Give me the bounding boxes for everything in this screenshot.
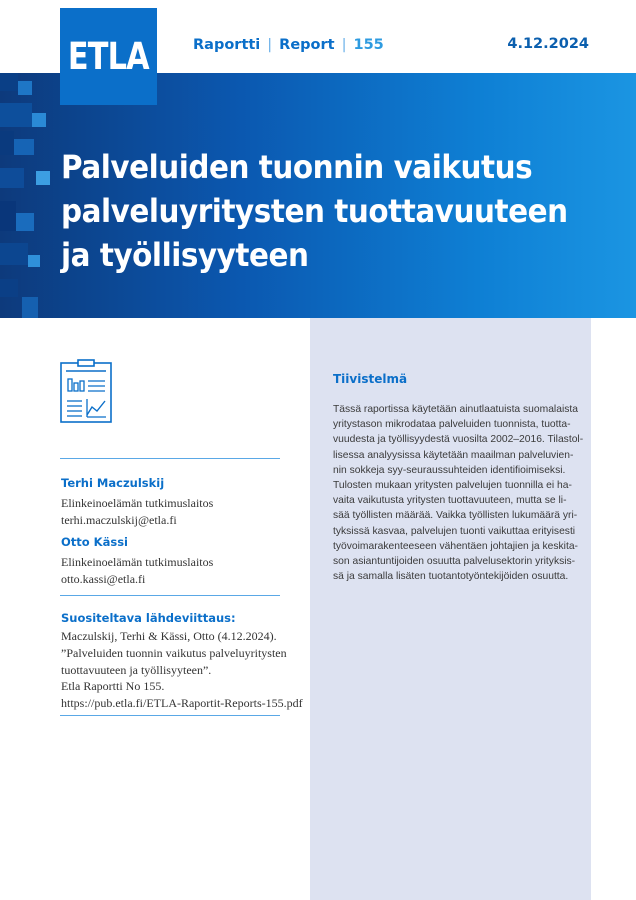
- title-line: Palveluiden tuonnin vaikutus: [61, 148, 533, 186]
- series-fi: Raportti: [193, 37, 261, 53]
- divider: [60, 595, 280, 596]
- author-email[interactable]: otto.kassi@etla.fi: [61, 572, 146, 586]
- decorative-square: [14, 139, 34, 155]
- summary-line: vaita vaikutusta yritysten tuottavuuteen, mutta se li-: [333, 495, 567, 507]
- citation-link[interactable]: https://pub.etla.fi/ETLA-Raportit-Reports-155.pdf: [61, 696, 303, 711]
- decorative-square: [0, 103, 32, 127]
- summary-text: [333, 402, 584, 584]
- summary-line: Tulosten mukaan yritysten palvelujen tuonnilla ei ha-: [333, 480, 572, 492]
- summary-line: sä ja samalla lisäten tuotantotyöntekijöiden osuutta.: [333, 571, 569, 583]
- decorative-square: [0, 168, 24, 188]
- summary-line: vuudesta ja työllisyydestä vuosilta 2002–2016. Tilastol-: [333, 434, 584, 446]
- decorative-square: [32, 113, 46, 127]
- summary-line: sää työllisten määrää. Vaikka työllisten lukumäärä yri-: [333, 510, 578, 522]
- author-affiliation: Elinkeinoelämän tutkimuslaitos: [61, 555, 214, 569]
- citation-line: ”Palveluiden tuonnin vaikutus palveluyritysten: [61, 645, 287, 660]
- decorative-square: [0, 243, 28, 265]
- summary-line: Tässä raportissa käytetään ainutlaatuista suomalaista: [333, 404, 578, 415]
- report-title: [61, 145, 601, 277]
- author-email[interactable]: terhi.maczulskij@etla.fi: [61, 513, 177, 527]
- decorative-square: [16, 213, 34, 231]
- author-block: [61, 476, 213, 529]
- citation-block: [61, 611, 301, 712]
- summary-line: tyksissä kasvaa, palvelujen tuonti vaikuttaa erityisesti: [333, 525, 576, 537]
- author-name: Otto Kässi: [61, 535, 128, 549]
- citation-line: Maczulskij, Terhi & Kässi, Otto (4.12.2024).: [61, 629, 277, 643]
- citation-line: tuottavuuteen ja työllisyyteen”.: [61, 662, 212, 677]
- summary-line: son asiantuntijoiden osuutta palvelusektorin yrityksis-: [333, 556, 576, 568]
- title-line: ja työllisyyteen: [61, 236, 309, 274]
- report-series: [193, 37, 384, 53]
- decorative-square: [22, 297, 38, 318]
- decorative-square: [0, 279, 18, 297]
- etla-logo: [60, 8, 157, 105]
- summary-line: yritystason mikrodataa palveluiden tuonnista, tuotta-: [333, 419, 571, 431]
- summary-line: työvoimarakenteeseen vähentäen johtajien ja keskita-: [333, 540, 578, 552]
- title-line: palveluyritysten tuottavuuteen: [61, 192, 568, 230]
- series-en: Report: [279, 37, 335, 53]
- report-clipboard-icon: [60, 359, 112, 423]
- summary-line: nin sokkeja syy-seuraussuhteiden identifioimiseksi.: [333, 464, 566, 476]
- decorative-square: [36, 171, 50, 185]
- decorative-square: [18, 81, 32, 95]
- summary-title: Tiivistelmä: [333, 372, 408, 386]
- citation-title: Suositeltava lähdeviittaus:: [61, 611, 236, 625]
- publication-date: 4.12.2024: [507, 36, 589, 52]
- decorative-square: [0, 201, 16, 231]
- citation-line: Etla Raportti No 155.: [61, 679, 165, 694]
- author-affiliation: Elinkeinoelämän tutkimuslaitos: [61, 496, 214, 510]
- decorative-square: [0, 73, 18, 91]
- separator: |: [341, 37, 347, 53]
- summary-line: lisessa analyysissa käytetään maailman palveluvien-: [333, 449, 574, 461]
- decorative-square: [0, 131, 14, 155]
- decorative-square: [28, 255, 40, 267]
- report-number: 155: [353, 37, 384, 53]
- divider: [60, 458, 280, 459]
- author-block: [61, 535, 213, 588]
- separator: |: [267, 37, 273, 53]
- author-name: Terhi Maczulskij: [61, 476, 165, 490]
- logo-text: ETLA: [68, 35, 149, 78]
- divider: [60, 715, 280, 716]
